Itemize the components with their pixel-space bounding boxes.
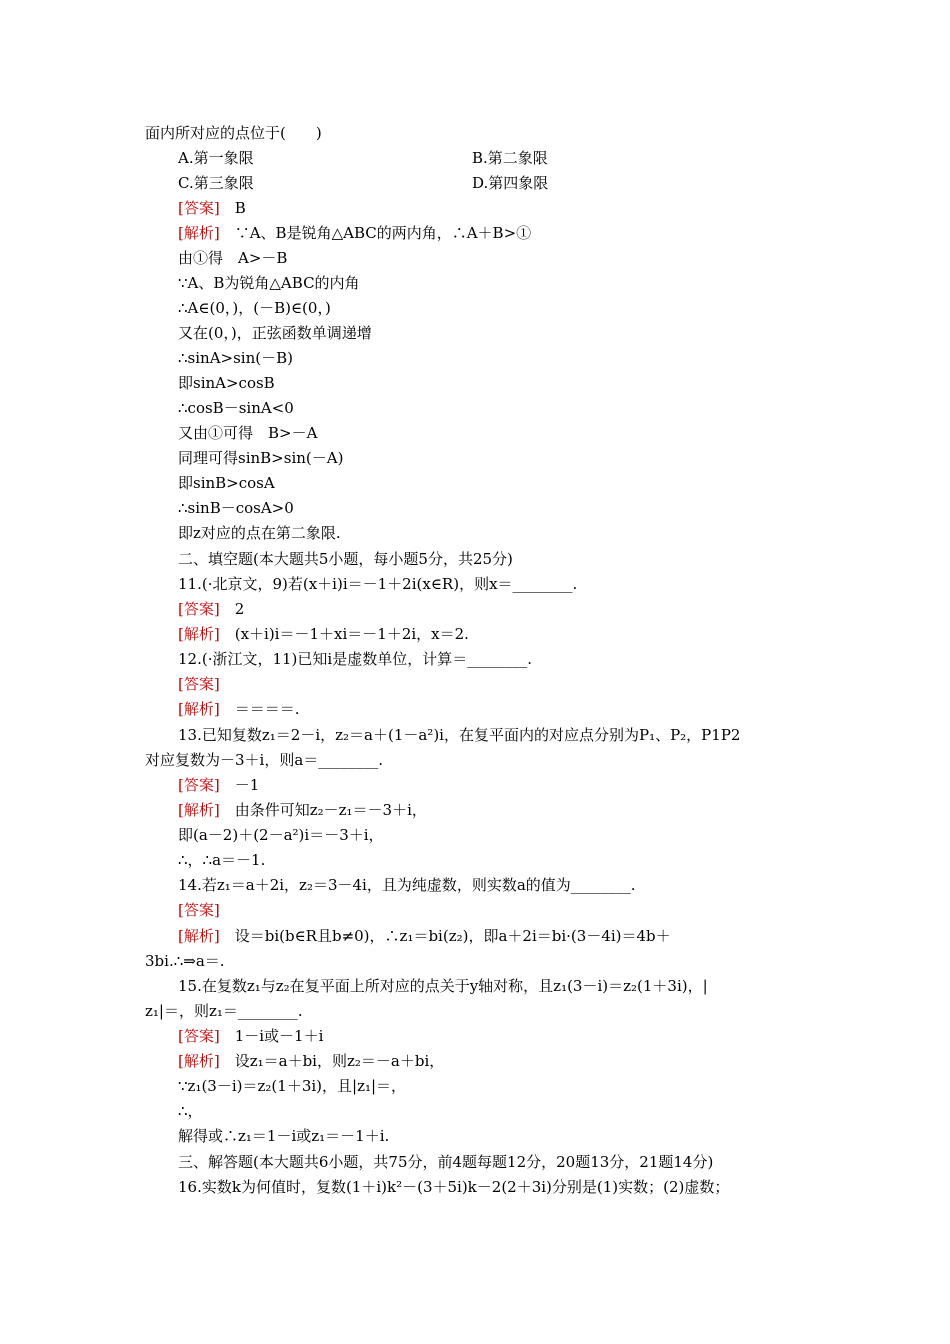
- section-heading: 三、解答题(本大题共6小题，共75分，前4题每题12分，20题13分，21题14分): [178, 1153, 714, 1171]
- analysis-line: [解析] ＝＝＝＝.: [178, 700, 300, 718]
- answer-label: [答案]: [178, 1027, 220, 1045]
- question-11: 11.(·北京文，9)若(x＋i)i＝－1＋2i(x∈R)，则x＝________.: [178, 575, 578, 593]
- text-line: ∴A∈(0，)，(－B)∈(0，): [178, 299, 331, 317]
- section-heading: 二、填空题(本大题共5小题，每小题5分，共25分): [178, 550, 513, 568]
- answer-line: [178, 674, 220, 694]
- answer-label: [答案]: [178, 675, 220, 693]
- text-line: 又在(0，)，正弦函数单调递增: [178, 324, 372, 342]
- text-line: ∴sinA>sin(－B): [178, 349, 293, 367]
- analysis-line: [解析] 设＝bi(b∈R且b≠0)，∴z₁＝bi(z₂)，即a＋2i＝bi·(3－4i)＝4b＋: [178, 927, 671, 945]
- answer-label: [答案]: [178, 901, 220, 919]
- text-line: 同理可得sinB>sin(－A): [178, 449, 344, 467]
- analysis-label: [解析]: [178, 927, 220, 945]
- answer-label: [答案]: [178, 600, 220, 618]
- analysis-label: [解析]: [178, 700, 220, 718]
- analysis-label: [解析]: [178, 801, 220, 819]
- answer-label: [答案]: [178, 776, 220, 794]
- analysis-line: [解析] 由条件可知z₂－z₁＝－3＋i，: [178, 801, 427, 819]
- option-d: D.第四象限: [472, 174, 549, 192]
- text-line: ∵A、B为锐角△ABC的内角: [178, 274, 360, 292]
- text-line: 即sinB>cosA: [178, 474, 275, 492]
- answer-line: [答案] 2: [178, 600, 245, 618]
- question-13-cont: 对应复数为－3＋i，则a＝________.: [145, 751, 384, 769]
- analysis-cont: 3bi.∴⇒a＝.: [145, 952, 225, 970]
- text-line: 即(a－2)＋(2－a²)i＝－3＋i，: [178, 826, 384, 844]
- question-13: 13.已知复数z₁＝2－i，z₂＝a＋(1－a²)i，在复平面内的对应点分别为P₁、P₂，P1P2: [178, 726, 741, 744]
- question-15: 15.在复数z₁与z₂在复平面上所对应的点关于y轴对称，且z₁(3－i)＝z₂(1＋3i)，|: [178, 977, 708, 995]
- analysis-label: [解析]: [178, 625, 220, 643]
- text-line: ∴sinB－cosA>0: [178, 499, 294, 517]
- question-10-tail: 面内所对应的点位于( ): [145, 124, 322, 142]
- text-line: ∴，: [178, 1102, 203, 1120]
- question-12: 12.(·浙江文，11)已知i是虚数单位，计算＝________.: [178, 650, 532, 668]
- analysis-line: [解析] ∵A、B是锐角△ABC的两内角，∴A＋B>①: [178, 224, 532, 242]
- answer-line: [答案] －1: [178, 776, 260, 794]
- option-a: A.第一象限: [178, 149, 254, 167]
- question-16: 16.实数k为何值时，复数(1＋i)k²－(3＋5i)k－2(2＋3i)分别是(1)实数；(2)虚数；: [178, 1178, 730, 1196]
- answer-line: [答案] B: [178, 199, 246, 217]
- answer-label: [答案]: [178, 199, 220, 217]
- text-line: ∵z₁(3－i)＝z₂(1＋3i)，且|z₁|＝，: [178, 1077, 407, 1095]
- text-line: ∴cosB－sinA<0: [178, 399, 294, 417]
- option-c: C.第三象限: [178, 174, 254, 192]
- question-14: 14.若z₁＝a＋2i，z₂＝3－4i，且为纯虚数，则实数a的值为________.: [178, 876, 636, 894]
- analysis-line: [解析] 设z₁＝a＋bi，则z₂＝－a＋bi，: [178, 1052, 445, 1070]
- text-line: 由①得 A>－B: [178, 249, 288, 267]
- analysis-label: [解析]: [178, 1052, 220, 1070]
- answer-line: [答案] 1－i或－1＋i: [178, 1027, 324, 1045]
- option-b: B.第二象限: [472, 149, 548, 167]
- text-line: 即z对应的点在第二象限.: [178, 524, 341, 542]
- text-line: ∴，∴a＝－1.: [178, 851, 266, 869]
- answer-line: [178, 900, 220, 920]
- text-line: 解得或∴z₁＝1－i或z₁＝－1＋i.: [178, 1127, 390, 1145]
- question-15-cont: z₁|＝，则z₁＝________.: [145, 1002, 303, 1020]
- analysis-line: [解析] (x＋i)i＝－1＋xi＝－1＋2i，x＝2.: [178, 625, 469, 643]
- analysis-label: [解析]: [178, 224, 220, 242]
- text-line: 即sinA>cosB: [178, 374, 275, 392]
- text-line: 又由①可得 B>－A: [178, 424, 318, 442]
